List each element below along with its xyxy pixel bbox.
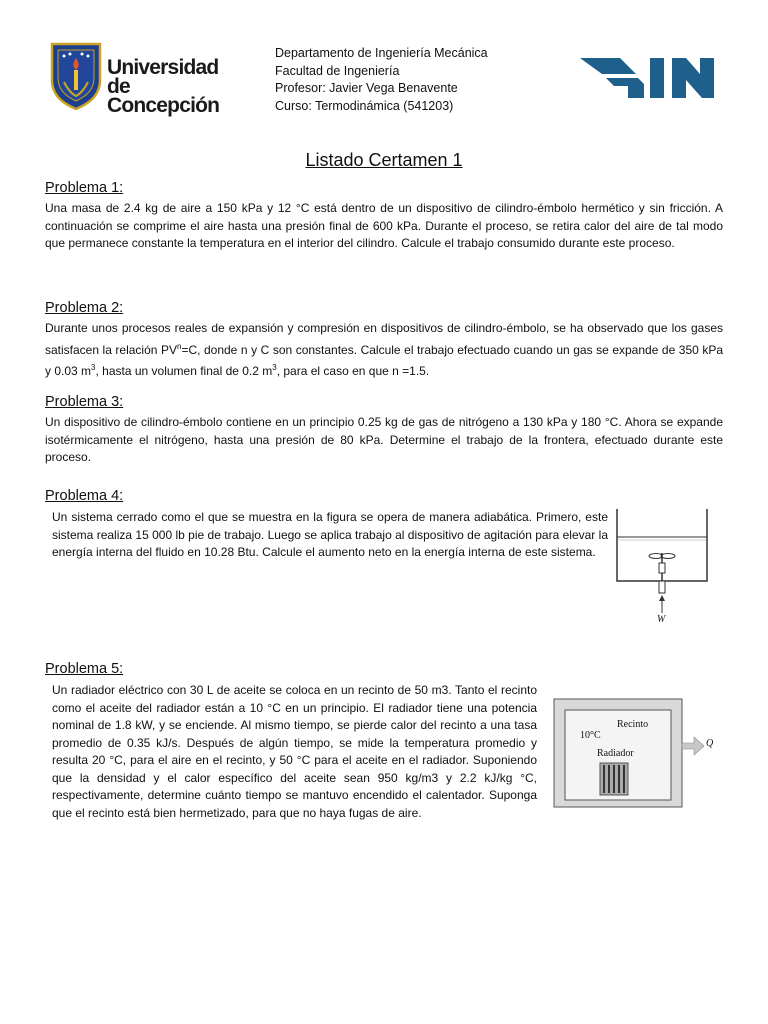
university-name-line2: de Concepción	[107, 75, 220, 117]
problem-2-sup-3a: 3	[91, 363, 96, 372]
radiator-icon	[600, 763, 628, 795]
work-arrow-icon	[659, 595, 665, 613]
problem-4-text: Un sistema cerrado como el que se muestra en la figura se opera de manera adiabática. Primero, este sistema realiza 15 000 lb pie de trabajo. Luego se aplica trabajo al dispositivo de agitación para elevar la energía interna del fluido en 10.28 Btu. Calcule el aumento neto en la energía interna de este sistema.	[52, 510, 608, 559]
work-label: W	[657, 614, 666, 625]
radiator-label: Radiador	[597, 748, 634, 759]
problem-5-figure	[552, 695, 712, 835]
shaft	[659, 581, 665, 593]
page-title: Listado Certamen 1	[305, 150, 463, 170]
university-logo	[50, 42, 220, 117]
problem-2-text-d: , para el caso en que n =1.5.	[276, 364, 430, 378]
stirrer-paddle-icon	[649, 553, 675, 581]
department: Departamento de Ingeniería Mecánica	[275, 46, 488, 60]
problem-2-text-b: =C, donde n y C son constantes. Calcule el trabajo efectuado cuando un gas se expande de 350 kPa y 0.03 m	[45, 342, 723, 378]
problem-2-text	[45, 320, 723, 381]
university-shield-icon	[50, 42, 102, 110]
professor: Profesor: Javier Vega Benavente	[275, 81, 458, 95]
problem-1-text: Una masa de 2.4 kg de aire a 150 kPa y 12 °C está dentro de un dispositivo de cilindro-émbolo hermético y sin fricción. A continuación se comprime el aire hasta una presión final de 600 kPa. Durante el proceso, se retira calor del aire de tal modo que permanece constante la temperatura en el interior del cilindro. Calcule el trabajo consumido durante este proceso.	[45, 201, 723, 250]
room-label: Recinto	[617, 719, 649, 730]
problem-3-text: Un dispositivo de cilindro-émbolo contiene en un principio 0.25 kg de gas de nitrógeno a 130 kPa y 180 °C. Ahora se expande isotérmicamente el nitrógeno, hasta una presión de 80 kPa. Determine el trabajo de la frontera, efectuado durante este proceso.	[45, 415, 723, 464]
faculty: Facultad de Ingeniería	[275, 63, 400, 78]
problem-4-figure	[612, 505, 712, 625]
problem-4-title: Problema 4:	[45, 488, 124, 504]
problem-1-title: Problema 1:	[45, 180, 124, 196]
problem-2-sup-n: n	[177, 341, 182, 351]
problem-2-sup-3b: 3	[272, 363, 277, 372]
problem-2-title: Problema 2:	[45, 300, 124, 316]
course: Curso: Termodinámica (541203)	[275, 98, 454, 113]
problem-5-title: Problema 5:	[45, 661, 124, 677]
room-temperature: 10°C	[580, 730, 601, 741]
problem-2-text-a: Durante unos procesos reales de expansión y compresión en dispositivos de cilindro-émbolo, se ha observado que los gases satisfacen la relación PV	[45, 321, 723, 357]
header-info	[275, 45, 488, 115]
heat-loss-arrow-icon	[682, 737, 704, 755]
problem-2-text-c: , hasta un volumen final de 0.2 m	[95, 364, 273, 378]
university-name-line1: Universidad	[107, 56, 219, 79]
problem-5-text: Un radiador eléctrico con 30 L de aceite se coloca en un recinto de 50 m3. Tanto el recinto como el aceite del radiador están a 10 °C en un principio. El radiador tiene una potencia nominal de 1.8 kW, y se enciende. Al mismo tiempo, se pierde calor del recinto a una tasa promedio de 0.35 kJ/s. Después de algún tiempo, se mide la temperatura promedio y resulta 20 °C, para el aire en el recinto, y 50 °C para el aceite en el radiador. Suponiendo que la densidad y el calor específico del aceite sean 950 kg/m3 y 2.2 kJ/kg °C, respectivamente, determine cuánto tiempo se mantuvo encendido el calentador. Suponga que el recinto está bien hermetizado, para que no haya fugas de aire.	[52, 683, 537, 820]
problem-3-title: Problema 3:	[45, 394, 124, 410]
heat-loss-label: Q	[706, 738, 714, 749]
dim-logo-icon	[580, 56, 716, 100]
